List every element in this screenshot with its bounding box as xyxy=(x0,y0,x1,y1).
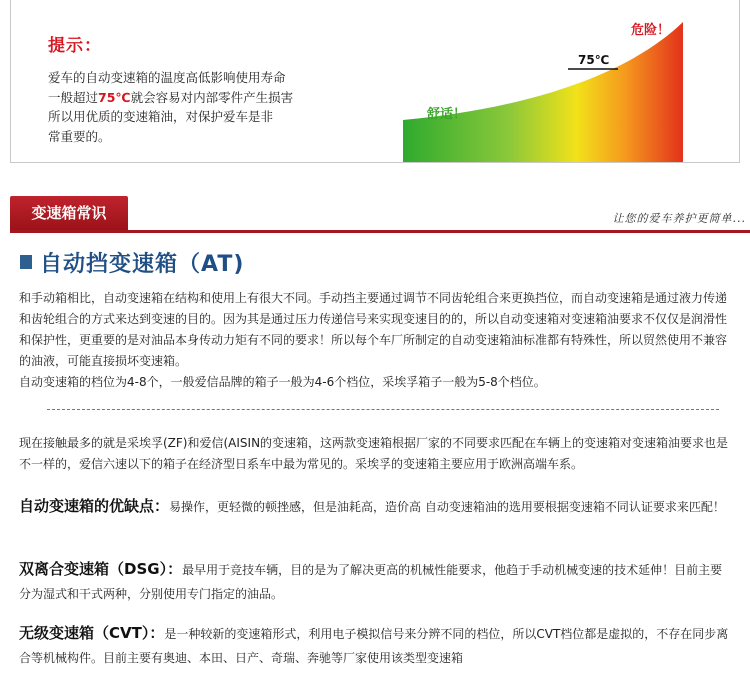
pros-cons-item xyxy=(19,494,734,519)
dsg-text: 最早用于竞技车辆，目的是为了解决更高的机械性能要求，他趋于手动机械变速的技术延伸！目前主要分为湿式和干式两种，分别使用专门指定的油品。 xyxy=(19,563,723,601)
tip-text xyxy=(48,68,348,146)
cvt-heading: 无级变速箱（CVT）： xyxy=(19,624,165,642)
at-title: 自动挡变速箱（AT) xyxy=(40,251,245,277)
slogan: 让您的爱车养护更简单... xyxy=(612,212,746,225)
dsg-heading: 双离合变速箱（DSG）： xyxy=(19,560,183,578)
tip-box xyxy=(10,0,740,163)
tip-title: 提示： xyxy=(48,36,102,56)
dsg-item xyxy=(19,557,734,606)
tip-line-1: 爱车的自动变速箱的温度高低影响使用寿命 xyxy=(48,70,286,85)
dashed-divider xyxy=(47,409,719,410)
danger-label: 危险！ xyxy=(631,23,671,38)
temperature-illustration xyxy=(403,10,703,162)
cvt-text: 是一种较新的变速箱形式，利用电子模拟信号来分辨不同的档位，所以CVT档位都是虚拟的，不存在同步离合等机械构件。目前主要有奥迪、本田、日产、奇瑞、奔驰等厂家使用该类型变速箱 xyxy=(19,627,729,665)
tip-line-2-suffix: 就会容易对内部零件产生损害 xyxy=(130,89,294,105)
tip-line-2 xyxy=(48,88,348,108)
tip-line-2-prefix: 一般超过 xyxy=(48,89,99,105)
at-paragraph-1 xyxy=(19,288,734,393)
tip-line-3: 所以用优质的变速箱油，对保护爱车是非 xyxy=(48,109,274,124)
tip-temp-highlight: 75℃ xyxy=(98,89,131,105)
tip-line-4: 常重要的。 xyxy=(48,128,111,144)
at-paragraph-2: 现在接触最多的就是采埃孚(ZF)和爱信(AISIN的变速箱，这两款变速箱根据厂家的不同要求匹配在车辆上的变速箱对变速箱油要求也是不一样的，爱信六速以下的箱子在经济型日系车中最为常见的。采埃孚的变速箱主要应用于欧洲高端车系。 xyxy=(19,436,729,471)
comfort-label: 舒适！ xyxy=(427,107,467,122)
at-intro-text: 和手动箱相比，自动变速箱在结构和使用上有很大不同。手动挡主要通过调节不同齿轮组合来更换挡位，而自动变速箱是通过液力传递和齿轮组合的方式来达到变速的目的。因为其是通过压力传递信号来实现变速目的的，所以自动变速箱对变速箱油要求不仅仅是润滑性和保护性，更重要的是对油品本身传动力矩有不同的要求！所以每个车厂所制定的自动变速箱油标准都有特殊性，所以贸然使用不兼容的油液，可能直接损坏变速箱。 xyxy=(19,291,728,368)
at-gear-count-text: 自动变速箱的档位为4-8个，一般爱信品牌的箱子一般为4-6个档位，采埃孚箱子一般为5-8个档位。 xyxy=(19,375,546,389)
cvt-item xyxy=(19,621,734,670)
temperature-curve xyxy=(403,22,683,162)
section-divider xyxy=(10,230,750,233)
section-header xyxy=(0,196,750,230)
pros-cons-heading: 自动变速箱的优缺点： xyxy=(19,497,170,515)
temp-marker-label: 75℃ xyxy=(578,53,610,67)
section-title: 变速箱常识 xyxy=(31,204,107,222)
square-bullet-icon xyxy=(20,255,32,269)
at-heading xyxy=(20,246,244,278)
pros-cons-text: 易操作，更轻微的顿挫感，但是油耗高，造价高 自动变速箱油的选用要根据变速箱不同认证要求来匹配！ xyxy=(169,500,725,514)
